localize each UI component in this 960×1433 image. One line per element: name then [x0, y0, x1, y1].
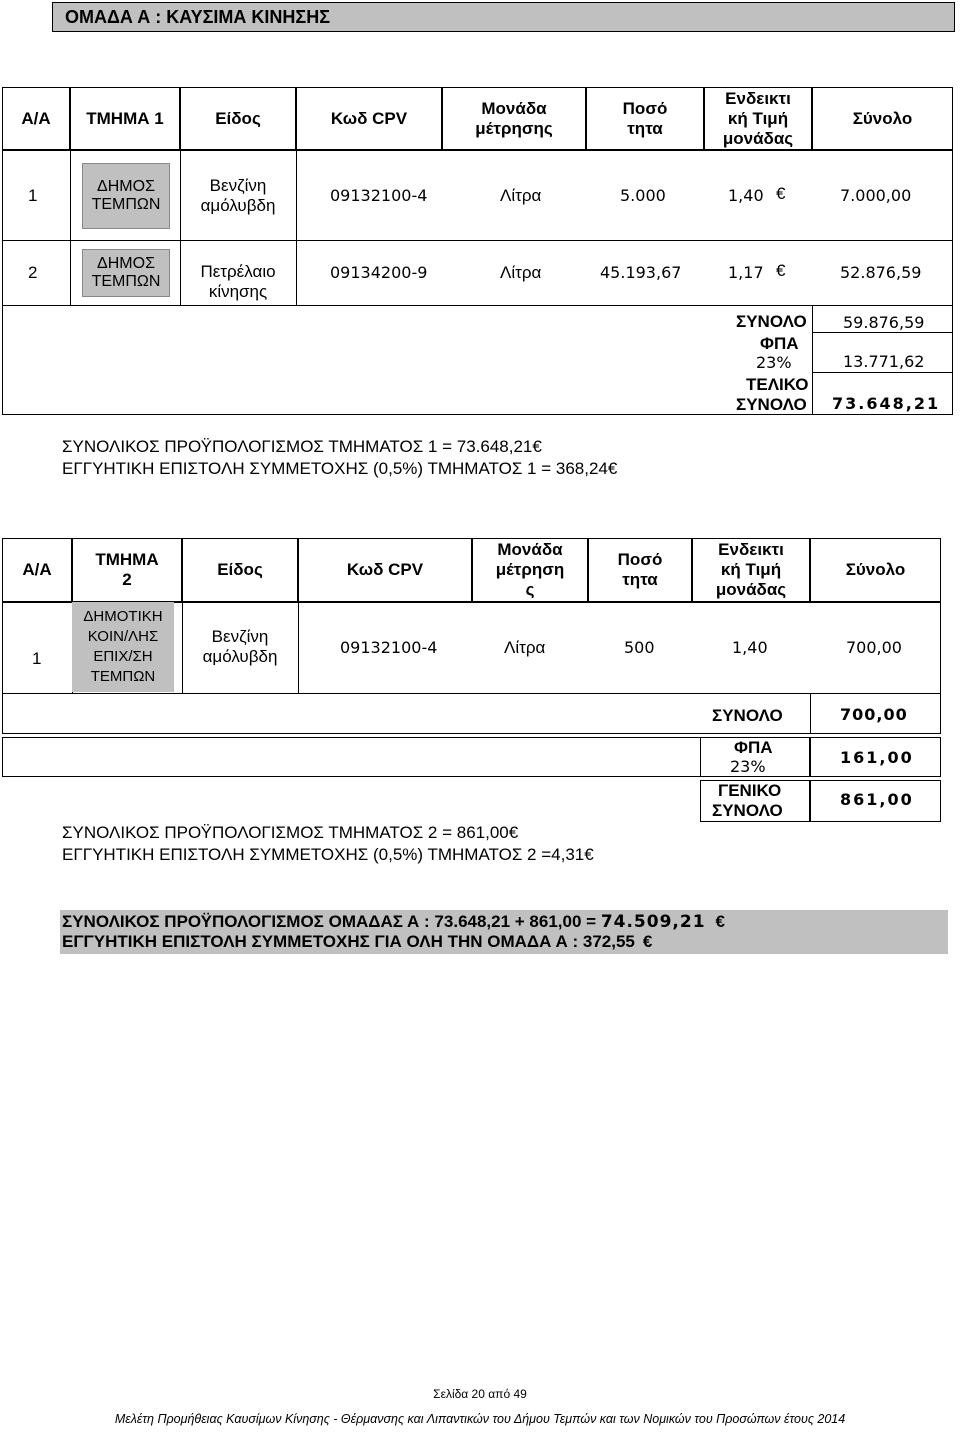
- t2-r1-posotita: 500: [624, 638, 655, 657]
- t2-total-value: 700,00: [840, 705, 908, 724]
- t2-r1-timi: 1,40: [732, 638, 768, 657]
- t1-fpa-value: 13.771,62: [843, 352, 925, 371]
- t1-r1-eidos: Βενζίνη αμόλυβδη: [200, 176, 276, 215]
- t2-r1-synolo: 700,00: [846, 638, 902, 657]
- t1-r2-timi: 1,17: [728, 263, 764, 282]
- t2-summary-guarantee: ΕΓΓΥΗΤΙΚΗ ΕΠΙΣΤΟΛΗ ΣΥΜΜΕΤΟΧΗΣ (0,5%) ΤΜΗΜΑΤΟΣ 2 =4,31: [62, 845, 585, 864]
- t2-r1-aa: 1: [32, 649, 42, 668]
- euro-sign: €: [508, 823, 519, 842]
- t2-geniko-label-2: ΣΥΝΟΛΟ: [712, 801, 783, 820]
- t2-header-tmima: ΤΜΗΜΑ 2: [72, 538, 182, 602]
- t1-summary-guarantee: ΕΓΓΥΗΤΙΚΗ ΕΠΙΣΤΟΛΗ ΣΥΜΜΕΤΟΧΗΣ (0,5%) ΤΜΗΜΑΤΟΣ 1 = 368,24: [62, 459, 608, 478]
- t2-fpa-label-pct: 23%: [730, 757, 766, 776]
- t1-r2-synolo: 52.876,59: [840, 263, 922, 282]
- group-summary-guarantee: ΕΓΓΥΗΤΙΚΗ ΕΠΙΣΤΟΛΗ ΣΥΜΜΕΤΟΧΗΣ ΓΙΑ ΟΛΗ ΤΗΝ ΟΜΑΔΑ Α : 372,55: [62, 932, 635, 951]
- group-summary-budget: ΣΥΝΟΛΙΚΟΣ ΠΡΟΫΠΟΛΟΓΙΣΜΟΣ ΟΜΑΔΑΣ Α : 73.648,21 + 861,00 =: [62, 912, 601, 931]
- t1-teliko-label-2: ΣΥΝΟΛΟ: [736, 395, 807, 414]
- t2-r1-eidos: Βενζίνη αμόλυβδη: [202, 627, 278, 666]
- t1-teliko-value: 73.648,21: [832, 394, 941, 413]
- t1-r2-monada: Λίτρα: [500, 263, 542, 282]
- t2-header-eidos: Είδος: [182, 538, 298, 602]
- t2-header-timi: Ενδεικτι κή Τιμή μονάδας: [692, 538, 810, 602]
- t1-header-cpv: Κωδ CPV: [296, 87, 442, 150]
- euro-sign: €: [776, 261, 786, 280]
- t1-header-timi: Ενδεικτι κή Τιμή μονάδας: [704, 87, 812, 150]
- t2-total-label: ΣΥΝΟΛΟ: [712, 706, 783, 725]
- t2-header-aa: Α/Α: [2, 538, 72, 602]
- t1-r2-cpv: 09134200-9: [330, 263, 428, 282]
- t1-r2-aa: 2: [28, 263, 38, 282]
- t1-header-synolo: Σύνολο: [812, 87, 953, 150]
- t1-r1-cpv: 09132100-4: [330, 186, 428, 205]
- page-number: Σελίδα 20 από 49: [433, 1387, 527, 1401]
- t2-summary-budget: ΣΥΝΟΛΙΚΟΣ ΠΡΟΫΠΟΛΟΓΙΣΜΟΣ ΤΜΗΜΑΤΟΣ 2 = 861,00: [62, 823, 509, 842]
- t1-r2-posotita: 45.193,67: [600, 263, 682, 282]
- t1-r1-timi: 1,40: [728, 186, 764, 205]
- group-title-box: [52, 2, 955, 32]
- t2-totals-frame: [2, 694, 941, 734]
- t1-header-posotita: Ποσό τητα: [586, 87, 704, 150]
- t1-header-aa: Α/Α: [2, 87, 70, 150]
- t1-summary: [62, 436, 617, 480]
- t1-summary-budget: ΣΥΝΟΛΙΚΟΣ ΠΡΟΫΠΟΛΟΓΙΣΜΟΣ ΤΜΗΜΑΤΟΣ 1 = 73.648,21: [62, 437, 533, 456]
- t2-r1-cpv: 09132100-4: [340, 638, 438, 657]
- t1-r1-tmima: ΔΗΜΟΣ ΤΕΜΠΩΝ: [82, 163, 170, 229]
- group-summary-budget-total: 74.509,21: [600, 912, 706, 932]
- t1-teliko-label-1: ΤΕΛΙΚΟ: [746, 375, 809, 394]
- t1-header-tmima: ΤΜΗΜΑ 1: [70, 87, 180, 150]
- t2-header-synolo: Σύνολο: [810, 538, 941, 602]
- footer-text: Μελέτη Προμήθειας Καυσίμων Κίνησης - Θέρμανσης και Λιπαντικών του Δήμου Τεμπών και των Νομικών του Προσώπων έτους 2014: [114, 1412, 846, 1426]
- t1-r1-aa: 1: [28, 186, 38, 205]
- t1-r1-monada: Λίτρα: [500, 186, 542, 205]
- t1-total-value: 59.876,59: [843, 313, 925, 332]
- t1-fpa-label-pct: 23%: [756, 353, 792, 372]
- t2-header-posotita: Ποσό τητα: [588, 538, 692, 602]
- t1-header-eidos: Είδος: [180, 87, 296, 150]
- t1-r1-synolo: 7.000,00: [840, 186, 912, 205]
- t1-r1-posotita: 5.000: [620, 186, 666, 205]
- t2-fpa-value: 161,00: [840, 748, 914, 767]
- euro-sign: €: [584, 845, 594, 864]
- t1-header-monada: Μονάδα μέτρησης: [442, 87, 586, 150]
- t2-summary: [62, 822, 594, 866]
- euro-sign: €: [715, 912, 725, 931]
- euro-sign: €: [776, 184, 786, 203]
- t1-r2-tmima: ΔΗΜΟΣ ΤΕΜΠΩΝ: [82, 249, 170, 297]
- euro-sign: €: [607, 459, 618, 478]
- t2-r1-tmima: ΔΗΜΟΤΙΚΗ ΚΟΙΝ/ΛΗΣ ΕΠΙΧ/ΣΗ ΤΕΜΠΩΝ: [72, 602, 174, 692]
- t2-fpa-label: ΦΠΑ: [734, 738, 773, 757]
- t1-r2-eidos: Πετρέλαιο κίνησης: [200, 262, 276, 301]
- euro-sign: €: [642, 932, 653, 951]
- group-title: ΟΜΑΔΑ Α : ΚΑΥΣΙΜΑ ΚΙΝΗΣΗΣ: [65, 7, 331, 27]
- euro-sign: €: [532, 437, 542, 456]
- t2-header-monada: Μονάδα μέτρηση ς: [472, 538, 588, 602]
- t1-total-label: ΣΥΝΟΛΟ: [736, 312, 807, 331]
- t2-r1-monada: Λίτρα: [504, 638, 546, 657]
- t2-geniko-value: 861,00: [840, 790, 914, 809]
- t1-fpa-label: ΦΠΑ: [760, 334, 799, 353]
- group-summary: [60, 910, 948, 954]
- t2-geniko-label-1: ΓΕΝΙΚΟ: [718, 781, 782, 800]
- t2-header-cpv: Κωδ CPV: [298, 538, 472, 602]
